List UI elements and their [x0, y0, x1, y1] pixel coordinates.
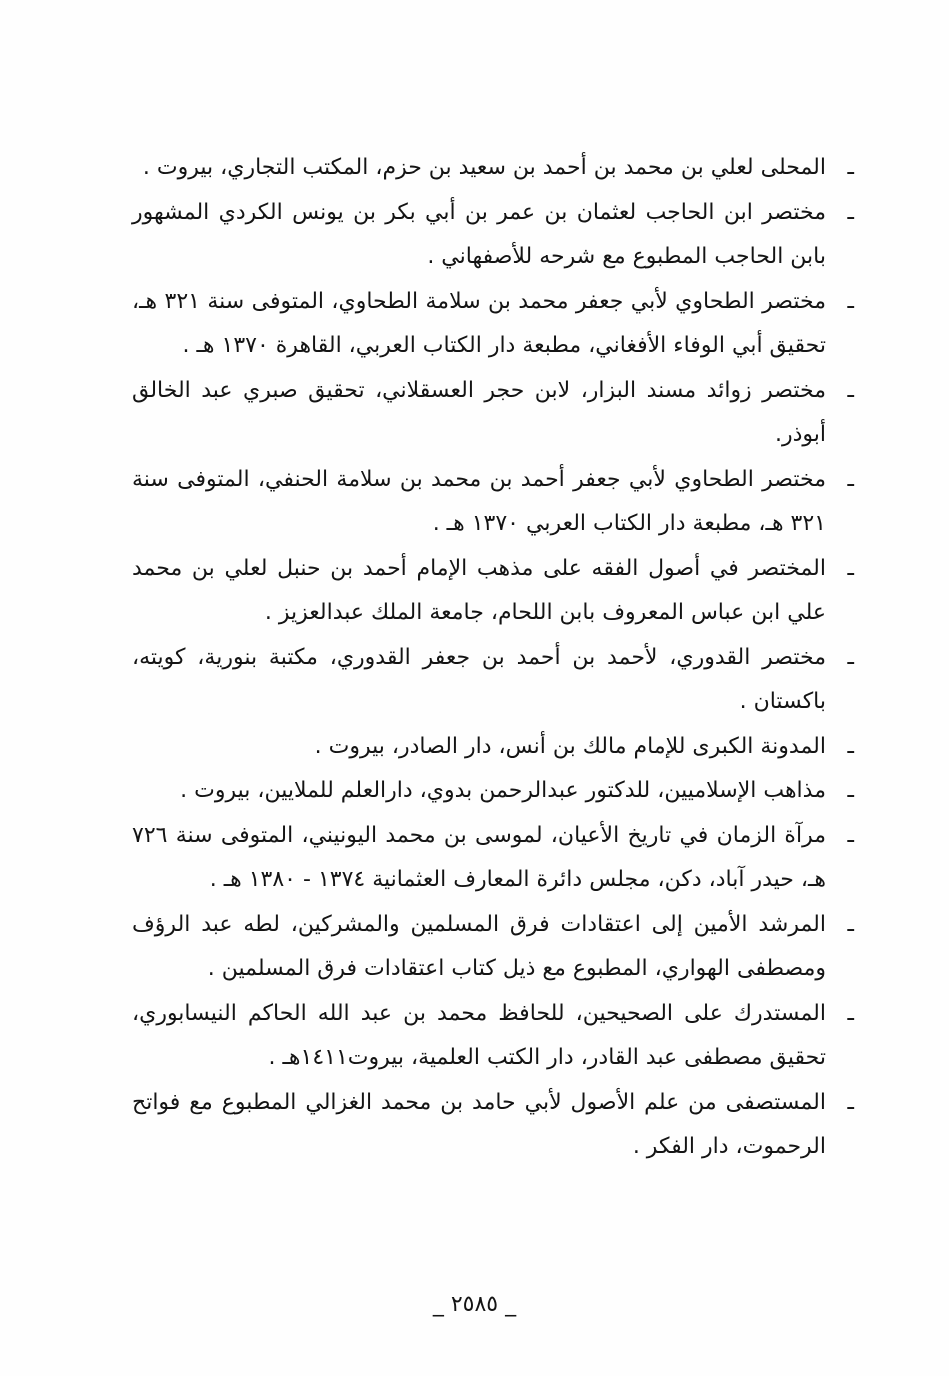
bibliography-entry	[132, 769, 854, 814]
entry-text: مختصر الطحاوي لأبي جعفر أحمد بن محمد بن سلامة الحنفي، المتوفى سنة ٣٢١ هـ، مطبعة دار الكتاب العربي ١٣٧٠ هـ .	[132, 466, 826, 536]
entry-text: مختصر القدوري، لأحمد بن أحمد بن جعفر القدوري، مكتبة بنورية، كويته، باكستان .	[132, 644, 826, 714]
bibliography-entry	[132, 191, 854, 280]
list-dash-icon: ـ	[847, 466, 854, 492]
bibliography-entry	[132, 1081, 854, 1170]
entry-text: المستدرك على الصحيحين، للحافظ محمد بن عبد الله الحاكم النيسابوري، تحقيق مصطفى عبد القادر، دار الكتب العلمية، بيروت١٤١١هـ .	[132, 1000, 826, 1070]
list-dash-icon: ـ	[847, 1089, 854, 1115]
entry-text: المرشد الأمين إلى اعتقادات فرق المسلمين والمشركين، لطه عبد الرؤف ومصطفى الهواري، المطبوع مع ذيل كتاب اعتقادات فرق المسلمين .	[132, 911, 826, 981]
entry-text: المستصفى من علم الأصول لأبي حامد بن محمد الغزالي المطبوع مع فواتح الرحموت، دار الفكر .	[132, 1089, 826, 1159]
entry-text: مذاهب الإسلاميين، للدكتور عبدالرحمن بدوي، دارالعلم للملايين، بيروت .	[180, 778, 826, 803]
bibliography-entry	[132, 369, 854, 458]
list-dash-icon: ـ	[847, 1000, 854, 1026]
list-dash-icon: ـ	[847, 778, 854, 803]
list-dash-icon: ـ	[847, 822, 854, 848]
entry-text: مرآة الزمان في تاريخ الأعيان، لموسى بن محمد اليونيني، المتوفى سنة ٧٢٦ هـ، حيدر آباد، دكن، مجلس دائرة المعارف العثمانية ١٣٧٤ - ١٣٨٠ هـ .	[132, 822, 826, 892]
bibliography-entry	[132, 725, 854, 770]
bibliography-entry	[132, 280, 854, 369]
bibliography-entry	[132, 636, 854, 725]
bibliography-entry	[132, 458, 854, 547]
list-dash-icon: ـ	[847, 733, 854, 759]
bibliography-entry	[132, 547, 854, 636]
list-dash-icon: ـ	[847, 288, 854, 314]
list-dash-icon: ـ	[847, 911, 854, 937]
bibliography-entry	[132, 814, 854, 903]
list-dash-icon: ـ	[847, 644, 854, 670]
list-dash-icon: ـ	[847, 377, 854, 403]
list-dash-icon: ـ	[847, 199, 854, 225]
entry-text: المحلى لعلي بن محمد بن أحمد بن سعيد بن حزم، المكتب التجاري، بيروت .	[142, 155, 826, 180]
entry-text: مختصر الطحاوي لأبي جعفر محمد بن سلامة الطحاوي، المتوفى سنة ٣٢١ هـ، تحقيق أبي الوفاء الأفغاني، مطبعة دار الكتاب العربي، القاهرة ١٣٧٠ هـ .	[132, 288, 826, 358]
entry-text: مختصر زوائد مسند البزار، لابن حجر العسقلاني، تحقيق صبري عبد الخالق أبوذر.	[132, 377, 826, 447]
bibliography-entry	[132, 992, 854, 1081]
page-number: _ ٢٥٨٥ _	[432, 1292, 517, 1317]
bibliography-entry	[132, 903, 854, 992]
entry-text: المختصر في أصول الفقه على مذهب الإمام أحمد بن حنبل لعلي بن محمد علي ابن عباس المعروف بابن اللحام، جامعة الملك عبدالعزيز .	[132, 555, 826, 625]
bibliography-entry	[132, 146, 854, 191]
entry-text: المدونة الكبرى للإمام مالك بن أنس، دار الصادر، بيروت .	[314, 733, 826, 759]
bibliography-list	[132, 146, 854, 1170]
list-dash-icon: ـ	[847, 555, 854, 581]
entry-text: مختصر ابن الحاجب لعثمان بن عمر بن أبي بكر بن يونس الكردي المشهور بابن الحاجب المطبوع مع شرحه للأصفهاني .	[132, 199, 826, 269]
list-dash-icon: ـ	[847, 155, 854, 180]
